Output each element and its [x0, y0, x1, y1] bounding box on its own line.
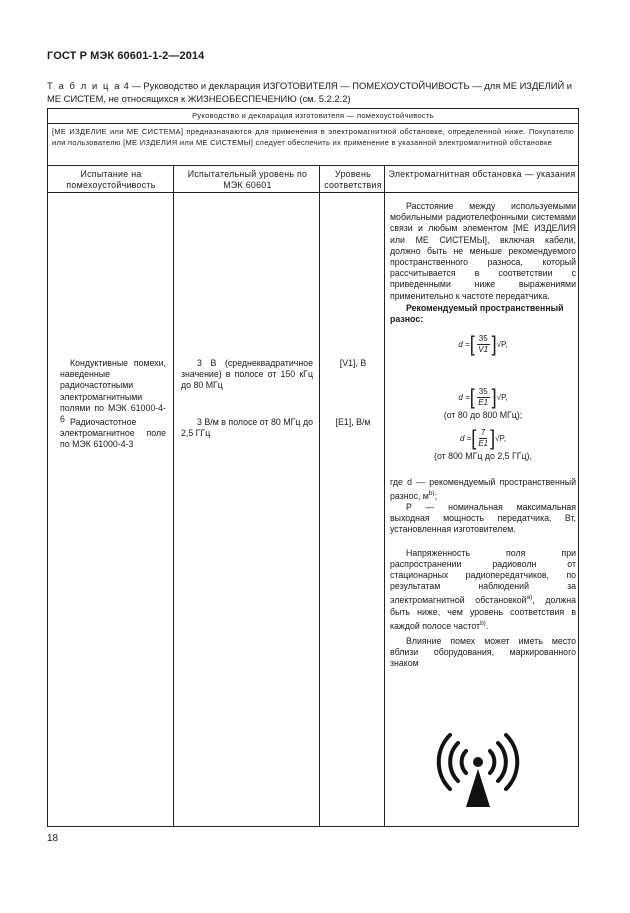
col-divider	[384, 166, 385, 826]
formula-note: (от 800 МГц до 2,5 ГГц),	[434, 451, 532, 462]
fraction-numerator: 7	[480, 427, 486, 437]
formula-rhs: √P,	[496, 392, 508, 402]
formula-lhs: d =	[458, 392, 470, 402]
guidance-p4: P — номинальная максимальная выходная мощность передатчика, Вт, установленная изготовителем.	[390, 501, 576, 535]
formula-rhs: √P,	[495, 433, 507, 443]
fraction	[477, 387, 490, 408]
col-header-level: Испытательный уровень по МЭК 60601	[187, 169, 308, 191]
footnote-ref: b)	[480, 619, 486, 627]
fraction-numerator: 35	[478, 333, 488, 343]
fraction-denominator: E1	[478, 397, 489, 407]
bracket-left: [	[471, 426, 477, 451]
row2-test: Радиочастотное электромагнитное поле по МЭК 61000-4-3	[60, 417, 166, 450]
row1-level: 3 В (среднеквадратичное значение) в полосе от 150 кГц до 80 МГц	[181, 358, 313, 391]
col-header-guidance: Электромагнитная обстановка — указания	[388, 169, 576, 179]
guidance-p3-text: где d — рекомендуемый пространственный разнос, м	[390, 476, 576, 501]
row1-test: Кондуктивные помехи, наведенные радиочастотными электромагнитными полями по МЭК 61000-4-6	[60, 358, 166, 425]
bracket-right: ]	[491, 385, 497, 410]
formula-e1-high	[390, 425, 576, 451]
row1-compliance: [V1], В	[339, 358, 367, 368]
col-divider	[319, 166, 320, 826]
row2-compliance: [E1], В/м	[335, 417, 371, 427]
formula-rhs: √P,	[496, 339, 508, 349]
bracket-left: [	[469, 385, 475, 410]
table-title: Руководство и декларация изготовителя — помехоустойчивость	[48, 109, 578, 124]
guidance-p5-end: .	[485, 620, 489, 631]
immunity-table	[47, 108, 579, 827]
guidance-cell	[390, 201, 576, 669]
table-caption	[47, 79, 587, 105]
fraction-denominator: V1	[478, 344, 489, 354]
fraction-denominator: E1	[478, 438, 489, 448]
guidance-p5-text: Напряженность поля при распространении радиоволн от стационарных радиопередатчиков, по результатам наблюдений за электромагнитной обстановкой	[390, 547, 576, 606]
guidance-p3-end: ;	[434, 490, 438, 501]
formula-lhs: d =	[459, 433, 472, 443]
formula-lhs: d =	[458, 339, 470, 349]
row2-level: 3 В/м в полосе от 80 МГц до 2,5 ГГц	[181, 417, 313, 439]
footnote-ref: а)	[526, 594, 533, 602]
caption-text: 4 — Руководство и декларация ИЗГОТОВИТЕЛЯ — ПОМЕХОУСТОЙЧИВОСТЬ — для МЕ ИЗДЕЛИЙ и МЕ СИСТЕМ, не относящихся к ЖИЗНЕОБЕСПЕЧЕНИЮ (см. 5.2.2.2)	[47, 80, 573, 104]
formula-v1	[390, 331, 576, 357]
caption-label: Т а б л и ц а	[47, 80, 122, 91]
col-header-test: Испытание на помехоустойчивость	[66, 169, 156, 191]
guidance-p3	[390, 477, 576, 502]
fraction-numerator: 35	[478, 386, 488, 396]
bracket-right: ]	[491, 332, 497, 357]
bracket-right: ]	[490, 426, 496, 451]
col-header-compliance: Уровень соответствия	[324, 169, 382, 191]
guidance-p6: Влияние помех может иметь место вблизи оборудования, маркированного знаком	[390, 635, 576, 669]
guidance-p2: Рекомендуемый пространственный разнос:	[390, 302, 564, 325]
page-number: 18	[47, 833, 59, 844]
fraction	[477, 334, 490, 355]
bracket-left: [	[469, 332, 475, 357]
standard-header: ГОСТ Р МЭК 60601-1-2—2014	[47, 50, 205, 62]
formula-e1-low	[390, 384, 576, 410]
col-divider	[173, 166, 174, 826]
guidance-p5	[390, 548, 576, 632]
header-row	[48, 166, 578, 193]
non-ionizing-radiation-icon	[432, 721, 524, 813]
formula-note: (от 80 до 800 МГц);	[443, 410, 523, 421]
footnote-ref: b)	[428, 489, 435, 497]
table-intro: [МЕ ИЗДЕЛИЕ или МЕ СИСТЕМА] предназначаются для применения в электромагнитной обстановке, определенной ниже. Покупателю или пользователю [МЕ ИЗДЕЛИЯ или МЕ СИСТЕМЫ] следует обеспечить их применение в указанной электромагнитной обстановке	[48, 124, 578, 166]
guidance-p1: Расстояние между используемыми мобильными радиотелефонными системами связи и любым элементом [МЕ ИЗДЕЛИЯ или МЕ СИСТЕМЫ], включая кабели, должно быть не меньше рекомендуемого пространственного разноса, который рассчитывается в соответствии с приведенными ниже выражениями применительно к частоте передатчика.	[390, 201, 576, 301]
fraction	[478, 428, 488, 449]
guidance-p5-mid: , должна быть ниже, чем уровень соответствия в каждой полосе частот	[390, 595, 576, 631]
